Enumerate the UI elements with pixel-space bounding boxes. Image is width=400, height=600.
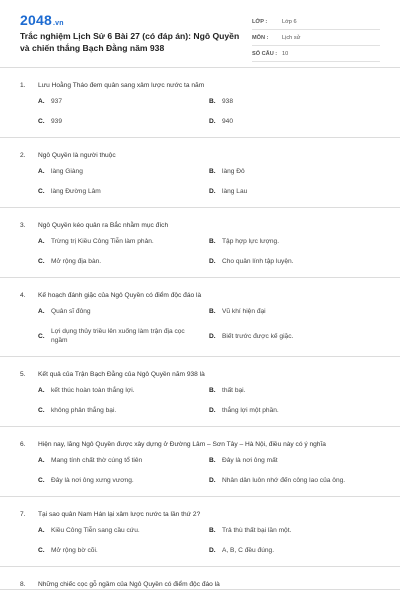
option-item[interactable]: [209, 117, 380, 126]
option-letter: D.: [209, 477, 216, 484]
option-item[interactable]: [209, 97, 380, 106]
option-item[interactable]: [209, 406, 380, 415]
option-list: [20, 237, 380, 277]
option-item[interactable]: [209, 187, 380, 196]
option-text: Lợi dụng thủy triều lên xuống làm trận địa cọc ngầm: [51, 328, 185, 344]
option-text: thất bại.: [222, 387, 246, 394]
option-letter: D.: [209, 188, 216, 195]
option-letter: A.: [38, 238, 45, 245]
option-text: không phân thắng bại.: [51, 407, 117, 414]
option-letter: A.: [38, 527, 45, 534]
option-letter: B.: [209, 387, 216, 394]
option-item[interactable]: [209, 386, 380, 395]
question-text: [20, 151, 380, 160]
option-text: Cho quân lính tập luyện.: [222, 258, 294, 265]
option-list: [20, 526, 380, 566]
option-letter: A.: [38, 98, 45, 105]
option-item[interactable]: [209, 476, 380, 485]
option-text: A, B, C đều đúng.: [222, 547, 275, 554]
option-text: thắng lợi một phần.: [222, 407, 279, 414]
option-text: làng Lau: [222, 188, 248, 195]
option-item[interactable]: [38, 117, 209, 126]
question-text: [20, 370, 380, 379]
option-letter: A.: [38, 387, 45, 394]
logo-text: 2048: [20, 12, 52, 28]
option-letter: C.: [38, 332, 45, 340]
option-letter: C.: [38, 477, 45, 484]
option-letter: A.: [38, 308, 45, 315]
question-text: [20, 221, 380, 230]
option-text: làng Đô: [222, 168, 245, 175]
option-text: làng Đường Lâm: [51, 188, 101, 195]
option-letter: C.: [38, 258, 45, 265]
meta-row-count: [252, 46, 380, 62]
option-text: Quân sĩ đông: [51, 308, 91, 315]
option-letter: B.: [209, 308, 216, 315]
question-body: Lưu Hoằng Tháo đem quân sang xâm lược nước ta năm: [38, 82, 205, 89]
question-item: [0, 68, 400, 138]
question-number: 4.: [20, 292, 26, 299]
option-item[interactable]: [38, 237, 209, 246]
option-text: Biết trước được kế giặc.: [222, 332, 294, 340]
question-item: [0, 208, 400, 278]
option-text: làng Giàng: [51, 168, 83, 175]
option-item[interactable]: [38, 307, 209, 316]
question-body: Ngô Quyền kéo quân ra Bắc nhằm mục đích: [38, 222, 169, 229]
option-letter: D.: [209, 258, 216, 265]
option-item[interactable]: [209, 546, 380, 555]
page-title: Trắc nghiệm Lịch Sử 6 Bài 27 (có đáp án): Ngô Quyền và chiến thắng Bạch Đằng năm 938: [20, 31, 240, 53]
option-letter: B.: [209, 98, 216, 105]
option-text: Mở rộng bờ cõi.: [51, 547, 98, 554]
meta-row-grade: [252, 14, 380, 30]
meta-value: Lịch sử: [282, 34, 301, 41]
question-number: 7.: [20, 511, 26, 518]
option-item[interactable]: [38, 327, 209, 345]
question-text: [20, 510, 380, 519]
option-letter: B.: [209, 238, 216, 245]
option-text: Mang tính chất thờ cúng tổ tiên: [51, 457, 143, 464]
quiz-meta: [252, 14, 380, 62]
option-text: Tập hợp lực lượng.: [222, 238, 280, 245]
question-number: 8.: [20, 581, 26, 588]
option-letter: D.: [209, 547, 216, 554]
option-letter: D.: [209, 332, 216, 340]
option-item[interactable]: [209, 526, 380, 535]
option-list: [20, 97, 380, 137]
question-item: [0, 138, 400, 208]
question-body: Kế hoạch đánh giặc của Ngô Quyền có điểm độc đáo là: [38, 292, 202, 299]
option-text: Đây là nơi ông mất: [222, 457, 278, 464]
question-item: [0, 497, 400, 567]
option-list: [20, 307, 380, 356]
option-item[interactable]: [38, 526, 209, 535]
option-list: [20, 456, 380, 496]
meta-label: SỐ CÂU :: [252, 50, 278, 57]
question-body: Những chiếc cọc gỗ ngầm của Ngô Quyền có điểm độc đáo là: [38, 581, 220, 588]
meta-label: MÔN :: [252, 34, 269, 41]
option-list: [20, 386, 380, 426]
option-item[interactable]: [209, 237, 380, 246]
option-letter: C.: [38, 547, 45, 554]
option-item[interactable]: [209, 456, 380, 465]
option-text: Vũ khí hiện đại: [222, 308, 266, 315]
question-body: Tại sao quân Nam Hán lại xâm lược nước ta lần thứ 2?: [38, 511, 201, 518]
meta-value: 10: [282, 50, 289, 57]
meta-label: LỚP :: [252, 18, 268, 25]
question-number: 5.: [20, 371, 26, 378]
option-letter: C.: [38, 118, 45, 125]
option-letter: C.: [38, 407, 45, 414]
option-item[interactable]: [38, 406, 209, 415]
option-text: Trả thù thất bại lần một.: [222, 527, 292, 534]
option-letter: A.: [38, 168, 45, 175]
option-text: Nhân dân luôn nhớ đến công lao của ông.: [222, 477, 346, 484]
option-text: 938: [222, 98, 234, 105]
question-number: 6.: [20, 441, 26, 448]
question-number: 3.: [20, 222, 26, 229]
question-body: Hiện nay, lăng Ngô Quyền được xây dựng ở Đường Lâm – Sơn Tây – Hà Nội, điều này có ý nghĩa: [38, 441, 326, 448]
option-item[interactable]: [38, 386, 209, 395]
option-item[interactable]: [209, 307, 380, 316]
option-item[interactable]: [38, 456, 209, 465]
meta-row-subject: [252, 30, 380, 46]
option-letter: D.: [209, 118, 216, 125]
option-text: 939: [51, 118, 63, 125]
option-text: Trừng trị Kiều Công Tiễn làm phản.: [51, 238, 154, 245]
option-letter: A.: [38, 457, 45, 464]
question-body: Kết quả của Trận Bạch Đằng của Ngô Quyền năm 938 là: [38, 371, 205, 378]
option-list: [20, 167, 380, 207]
site-logo[interactable]: [20, 12, 64, 28]
option-item[interactable]: [38, 97, 209, 106]
option-letter: D.: [209, 407, 216, 414]
option-text: 940: [222, 118, 234, 125]
question-item: [0, 567, 400, 590]
option-item[interactable]: [38, 167, 209, 176]
page-header: [0, 0, 400, 68]
option-item[interactable]: [38, 187, 209, 196]
option-letter: B.: [209, 168, 216, 175]
option-text: Mở rộng địa bàn.: [51, 258, 102, 265]
option-item[interactable]: [38, 546, 209, 555]
option-item[interactable]: [209, 327, 380, 345]
logo-suffix: .vn: [52, 20, 64, 27]
option-text: kết thúc hoàn toàn thắng lợi.: [51, 387, 135, 394]
option-item[interactable]: [209, 257, 380, 266]
question-item: [0, 357, 400, 427]
question-number: 2.: [20, 152, 26, 159]
question-item: [0, 427, 400, 497]
option-letter: C.: [38, 188, 45, 195]
option-text: Kiều Công Tiễn sang cầu cứu.: [51, 527, 140, 534]
option-item[interactable]: [38, 257, 209, 266]
question-item: [0, 278, 400, 357]
question-text: [20, 81, 380, 90]
question-body: Ngô Quyền là người thuộc: [38, 152, 116, 159]
question-text: [20, 291, 380, 300]
option-text: Đây là nơi ông xưng vương.: [51, 477, 134, 484]
question-list: [0, 68, 400, 590]
option-letter: B.: [209, 527, 216, 534]
question-text: [20, 580, 380, 589]
option-text: 937: [51, 98, 63, 105]
option-letter: B.: [209, 457, 216, 464]
question-number: 1.: [20, 82, 26, 89]
question-text: [20, 440, 380, 449]
option-item[interactable]: [38, 476, 209, 485]
meta-value: Lớp 6: [282, 18, 297, 25]
option-item[interactable]: [209, 167, 380, 176]
